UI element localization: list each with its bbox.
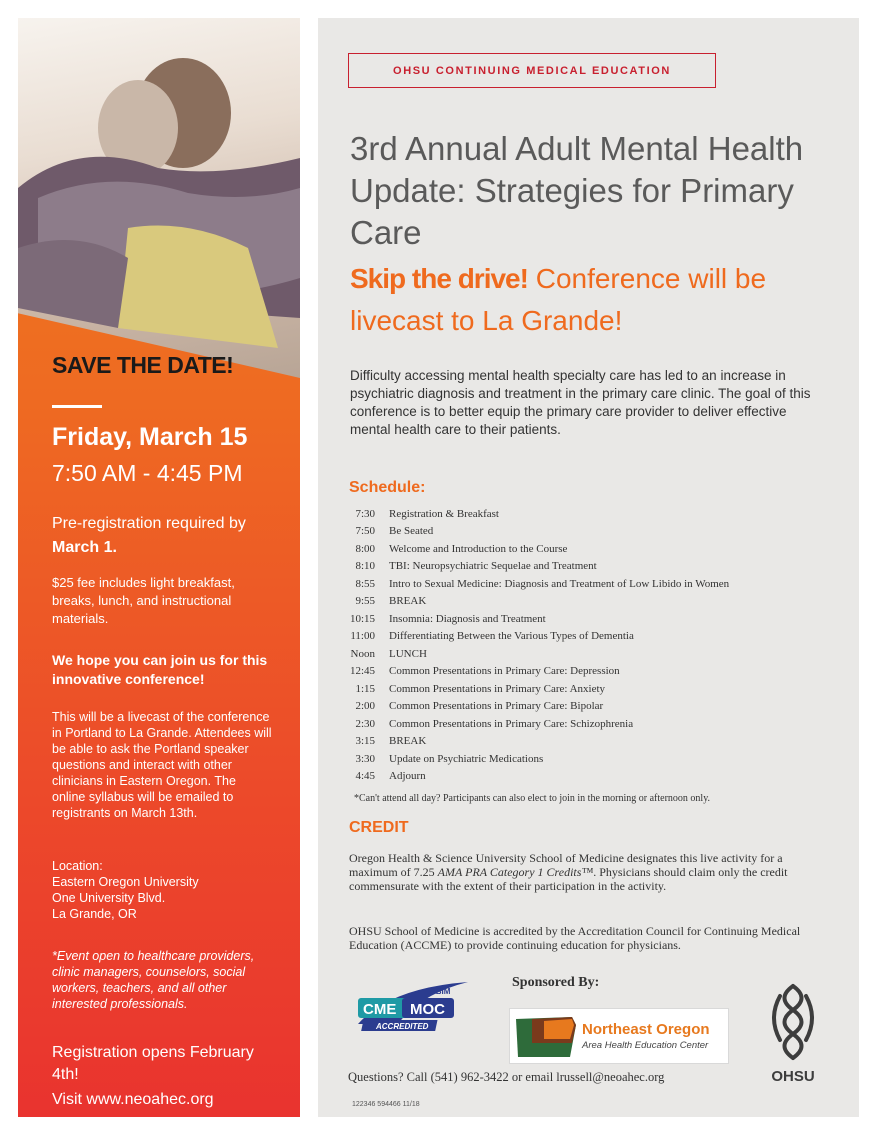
schedule-heading: Schedule: <box>349 479 426 496</box>
schedule-time: 10:15 <box>349 612 375 625</box>
location-label: Location: <box>52 859 103 873</box>
preregistration-label: Pre-registration required by <box>52 515 246 532</box>
schedule-event: LUNCH <box>389 647 427 660</box>
schedule-event: TBI: Neuropsychiatric Sequelae and Treatment <box>389 560 597 573</box>
schedule-time: 4:45 <box>355 770 375 783</box>
schedule-event: BREAK <box>389 735 427 748</box>
schedule-row <box>338 680 848 698</box>
schedule-time: 3:15 <box>355 735 375 748</box>
livecast-text: This will be a livecast of the conference in Portland to La Grande. Attendees will be able to ask the Portland speaker questions and interact with other clinicians in Eastern Oregon. The online syllabus will be emailed to registrants on March 13th. <box>52 710 272 820</box>
schedule-time: 2:30 <box>355 717 375 730</box>
schedule-row <box>338 558 848 576</box>
schedule-event: BREAK <box>389 595 427 608</box>
schedule-time: 8:10 <box>355 560 375 573</box>
schedule-row <box>338 663 848 681</box>
schedule-row <box>338 575 848 593</box>
neoahec-name: Northeast Oregon <box>582 1021 710 1038</box>
ohsu-text: OHSU <box>771 1068 815 1085</box>
schedule-event: Common Presentations in Primary Care: Schizophrenia <box>389 717 634 730</box>
credit-text: Oregon Health & Science University School of Medicine designates this live activity for a maximum of 7.25 <box>349 851 783 879</box>
schedule-event: Common Presentations in Primary Care: Depression <box>389 665 620 678</box>
left-panel <box>18 18 300 1117</box>
abim-text: ABIM <box>430 987 451 996</box>
credit-category: AMA PRA Category 1 Credits™ <box>437 865 594 879</box>
couple-photo <box>18 18 300 378</box>
neoahec-logo <box>509 1008 729 1064</box>
schedule-time: Noon <box>350 647 375 660</box>
schedule-time: 3:30 <box>355 752 375 765</box>
schedule-event: Insomnia: Diagnosis and Treatment <box>389 612 546 625</box>
schedule-row <box>338 768 848 786</box>
cme-text: CME <box>363 1001 397 1018</box>
schedule-row <box>338 540 848 558</box>
preregistration-deadline: March 1. <box>52 539 117 556</box>
tagline-bold: Skip the drive! <box>350 263 528 294</box>
event-date: Friday, March 15 <box>52 423 248 451</box>
schedule-event: Update on Psychiatric Medications <box>389 752 544 765</box>
schedule-time: 9:55 <box>355 595 375 608</box>
schedule-row <box>338 523 848 541</box>
schedule-time: 7:50 <box>355 525 375 538</box>
save-the-date-heading: SAVE THE DATE! <box>52 352 234 378</box>
schedule-time: 7:30 <box>355 507 375 520</box>
right-panel <box>318 18 859 1117</box>
conference-title: 3rd Annual Adult Mental Health Update: Strategies for Primary Care <box>350 130 804 251</box>
credit-text: . Physicians should claim only the credit commensurate with the extent of their participation in the activity. <box>349 865 788 893</box>
schedule-row <box>338 610 848 628</box>
neoahec-subtitle: Area Health Education Center <box>582 1040 709 1051</box>
hope-text: We hope you can join us for this innovative conference! <box>52 652 268 687</box>
eligibility-text: *Event open to healthcare providers, clinic managers, counselors, social workers, teachers, and all other interested professionals. <box>52 949 255 1011</box>
schedule-event: Intro to Sexual Medicine: Diagnosis and Treatment of Low Libido in Women <box>389 577 730 590</box>
schedule-event: Common Presentations in Primary Care: Anxiety <box>389 682 606 695</box>
schedule-time: 8:00 <box>355 542 375 555</box>
registration-opens: Registration opens February 4th! <box>52 1044 254 1083</box>
accredited-text: ACCREDITED <box>376 1022 429 1031</box>
schedule-event: Common Presentations in Primary Care: Bipolar <box>389 700 604 713</box>
event-time: 7:50 AM - 4:45 PM <box>52 460 243 486</box>
tagline-rest: Conference will be livecast to La Grande! <box>350 263 767 336</box>
schedule-list <box>338 505 848 785</box>
schedule-time: 8:55 <box>355 577 375 590</box>
schedule-row <box>338 593 848 611</box>
livecast-tagline <box>350 258 850 342</box>
schedule-row <box>338 645 848 663</box>
schedule-row <box>338 715 848 733</box>
intro-paragraph: Difficulty accessing mental health specialty care has led to an increase in psychiatric diagnosis and treatment in the primary care clinic. The goal of this conference is to better equip the primary care provider to deliver effective mental health care to their patients. <box>350 368 811 437</box>
location-block <box>52 858 272 922</box>
sponsored-by-label: Sponsored By: <box>512 975 600 990</box>
accreditation-paragraph: OHSU School of Medicine is accredited by the Accreditation Council for Continuing Medical Education (ACCME) to provide continuing education for physicians. <box>349 924 801 952</box>
schedule-row <box>338 628 848 646</box>
schedule-time: 11:00 <box>350 630 375 643</box>
schedule-row <box>338 505 848 523</box>
schedule-time: 2:00 <box>355 700 375 713</box>
schedule-event: Welcome and Introduction to the Course <box>389 542 568 555</box>
schedule-row <box>338 698 848 716</box>
website-link[interactable]: Visit www.neoahec.org <box>52 1091 214 1108</box>
fee-text: $25 fee includes light breakfast, breaks, lunch, and instructional materials. <box>52 575 235 626</box>
ohsu-logo <box>758 978 828 1088</box>
schedule-note: *Can't attend all day? Participants can also elect to join in the morning or afternoon only. <box>354 793 711 804</box>
credit-heading: CREDIT <box>349 819 409 836</box>
oregon-map-icon <box>514 1013 578 1059</box>
contact-line: Questions? Call (541) 962-3422 or email lrussell@neoahec.org <box>348 1070 665 1084</box>
abim-cme-moc-logo <box>350 980 475 1034</box>
schedule-event: Registration & Breakfast <box>389 507 499 520</box>
credit-paragraph <box>349 851 814 893</box>
schedule-time: 12:45 <box>349 665 375 678</box>
schedule-event: Differentiating Between the Various Types of Dementia <box>389 630 634 643</box>
moc-text: MOC <box>410 1001 445 1018</box>
schedule-event: Be Seated <box>389 525 434 538</box>
location-line: La Grande, OR <box>52 907 137 921</box>
schedule-row <box>338 750 848 768</box>
document-code: 122346 594466 11/18 <box>352 1101 420 1108</box>
schedule-row <box>338 733 848 751</box>
cme-header: OHSU CONTINUING MEDICAL EDUCATION <box>348 53 716 88</box>
location-line: Eastern Oregon University <box>52 875 199 889</box>
location-line: One University Blvd. <box>52 891 166 905</box>
divider <box>52 405 102 408</box>
schedule-event: Adjourn <box>389 770 426 783</box>
schedule-time: 1:15 <box>355 682 375 695</box>
preregistration-text <box>52 512 272 560</box>
